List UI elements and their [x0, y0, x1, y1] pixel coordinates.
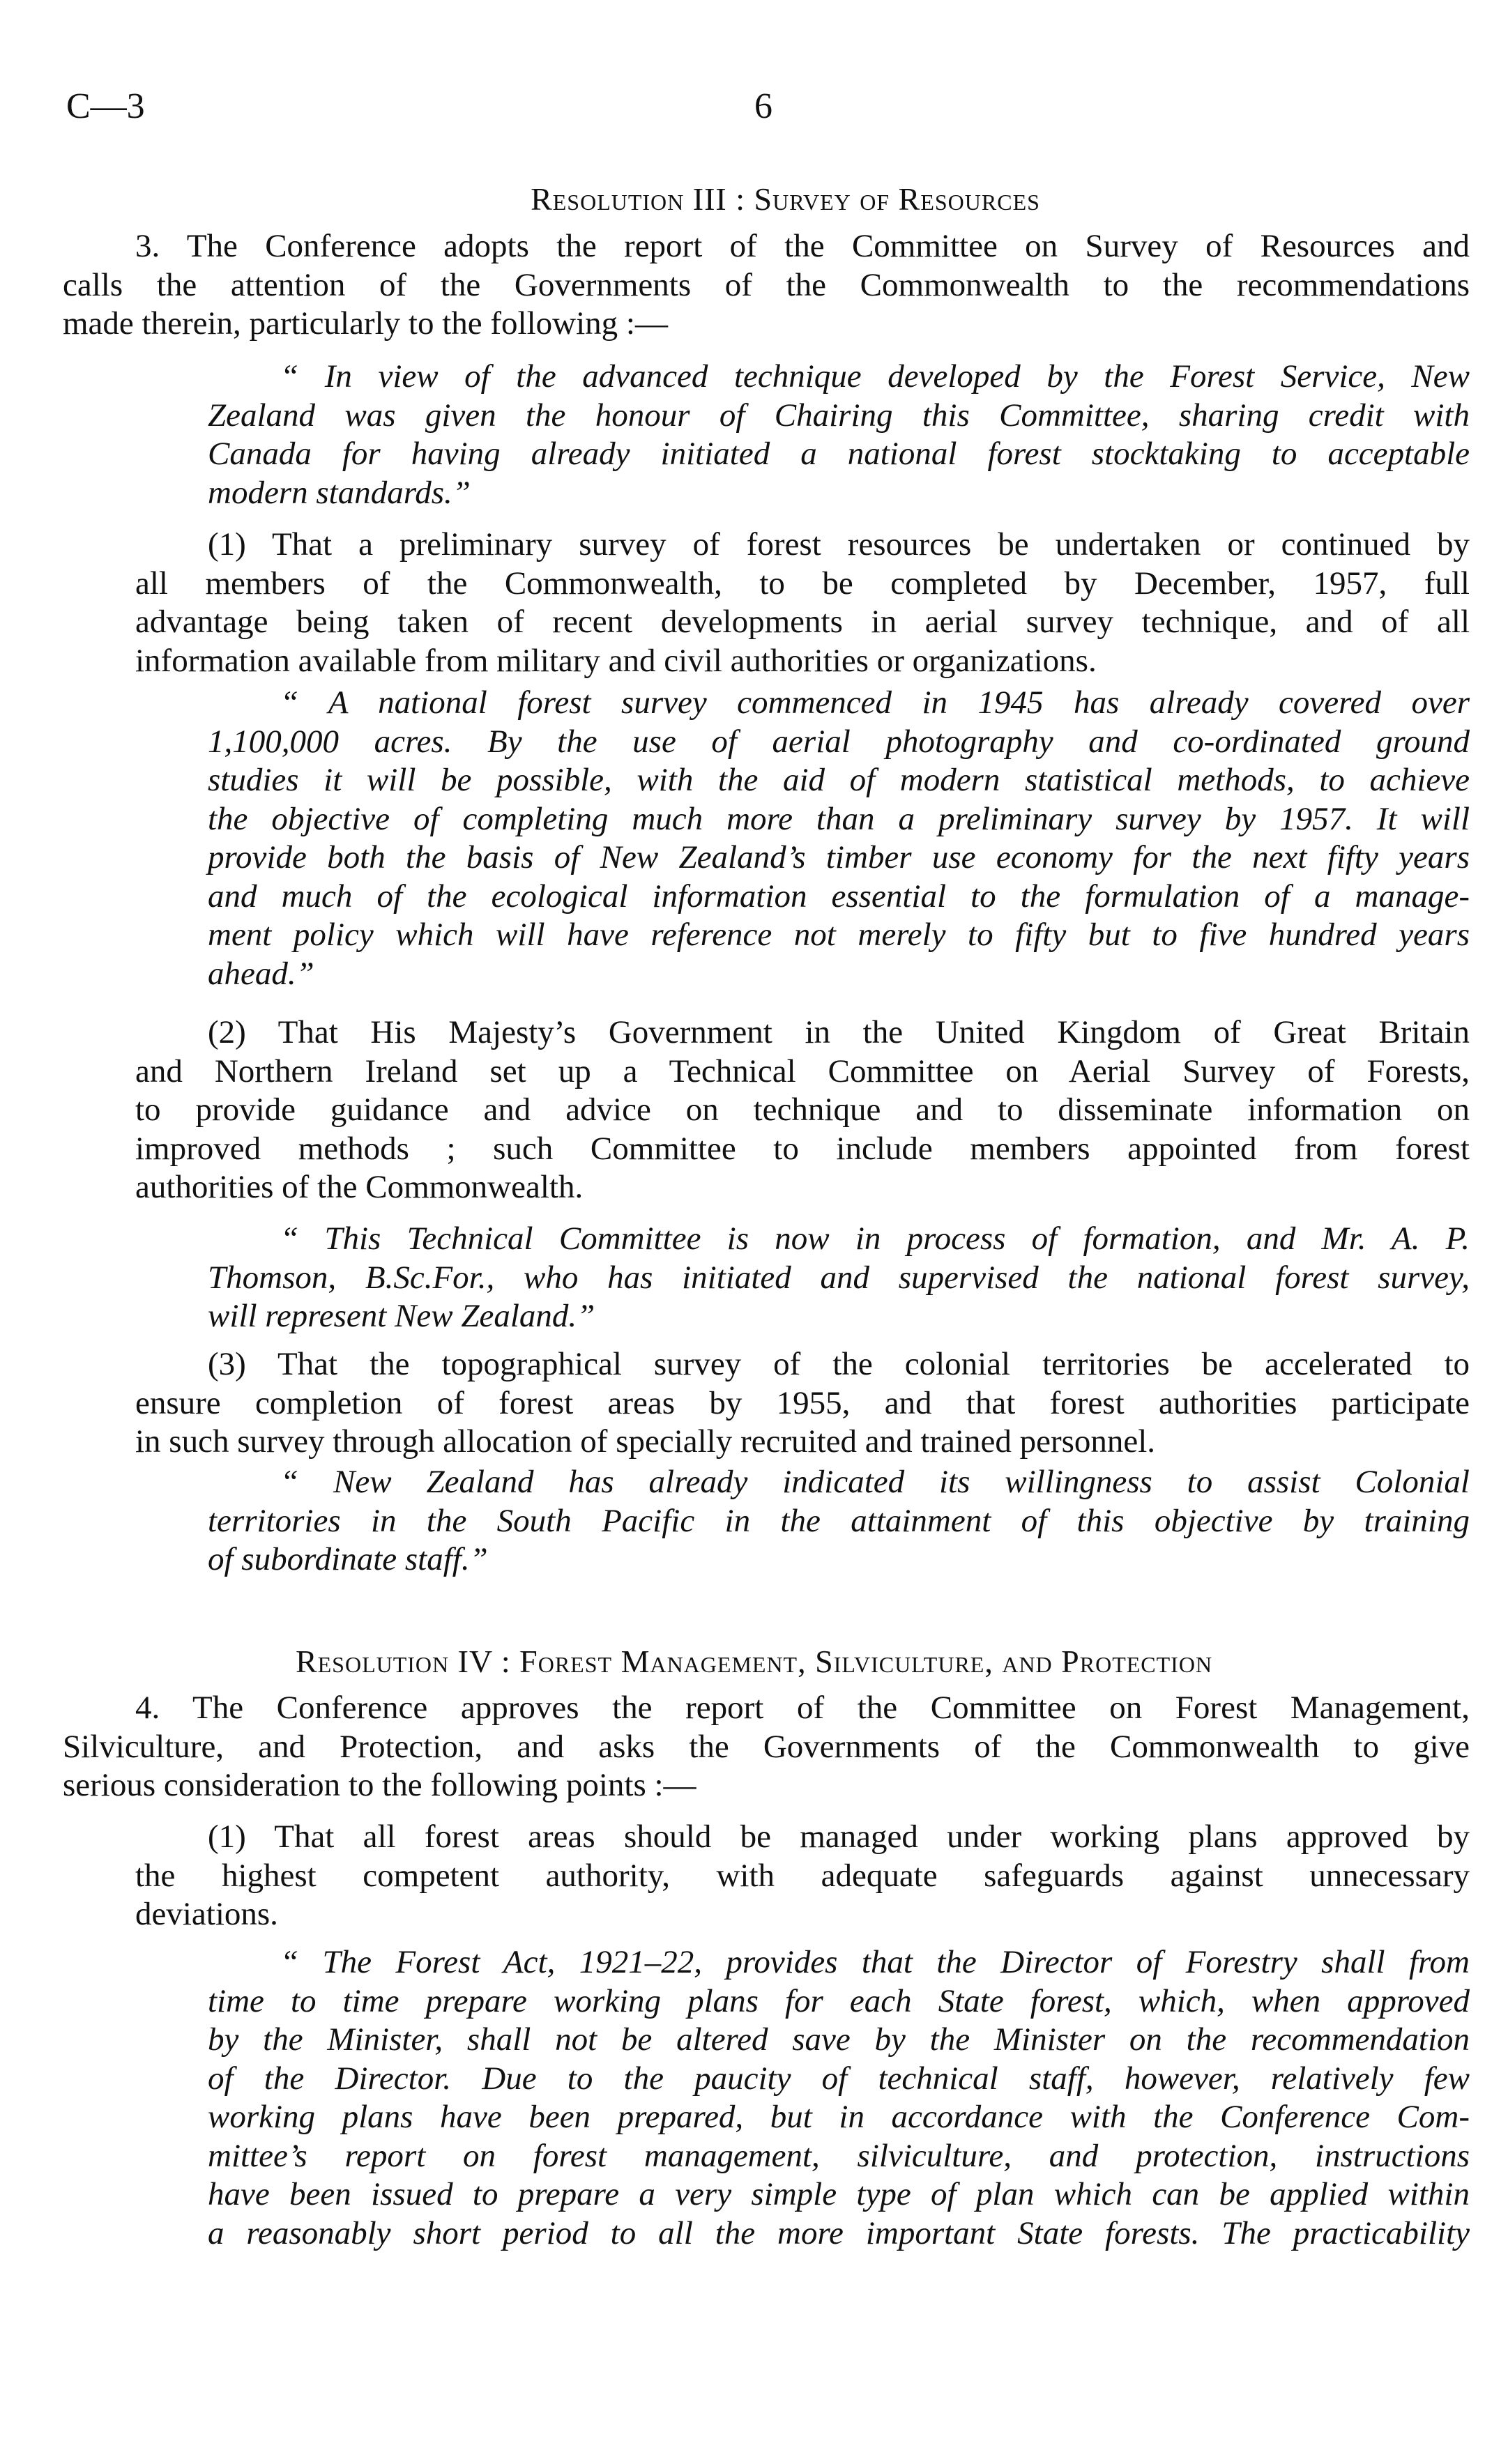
- text-line: will represent New Zealand.”: [208, 1298, 595, 1334]
- text-line: of subordinate staff.”: [208, 1541, 488, 1577]
- text-line: and Northern Ireland set up a Technical Committee on Aerial Survey of Forests,: [135, 1053, 1470, 1089]
- numbered-recommendation: [135, 1818, 1470, 1934]
- text-line: of the Director. Due to the paucity of technical staff, however, relatively few: [208, 2060, 1470, 2097]
- text-line: mittee’s report on forest management, silviculture, and protection, instructions: [208, 2137, 1470, 2174]
- numbered-recommendation: [135, 1345, 1470, 1462]
- text-line: Zealand was given the honour of Chairing this Committee, sharing credit with: [208, 397, 1470, 434]
- section-heading-resolution-3: Resolution III : Survey of Resources: [531, 181, 1040, 217]
- italic-quotation: [208, 1943, 1470, 2253]
- text-line: studies it will be possible, with the aid of modern statistical methods, to achieve: [208, 762, 1470, 798]
- text-line: the objective of completing much more than a preliminary survey by 1957. It will: [208, 800, 1470, 837]
- text-line: (3) That the topographical survey of the colonial territories be accelerated to: [208, 1346, 1470, 1382]
- text-line: Thomson, B.Sc.For., who has initiated and supervised the national forest survey,: [208, 1259, 1470, 1296]
- text-line: calls the attention of the Governments of the Commonwealth to the recommendations: [63, 266, 1470, 303]
- text-line: all members of the Commonwealth, to be completed by December, 1957, full: [135, 565, 1470, 602]
- text-line: provide both the basis of New Zealand’s timber use economy for the next fifty years: [208, 839, 1470, 875]
- text-line: ahead.”: [208, 955, 314, 992]
- page-number: 6: [754, 86, 772, 126]
- text-line: 1,100,000 acres. By the use of aerial photography and co-ordinated ground: [208, 723, 1470, 760]
- text-line: to provide guidance and advice on technique and to disseminate information on: [135, 1092, 1470, 1128]
- text-line: authorities of the Commonwealth.: [135, 1169, 584, 1205]
- document-reference: C—3: [66, 86, 145, 126]
- italic-quotation: [208, 1463, 1470, 1579]
- text-line: modern standards.”: [208, 474, 471, 511]
- text-line: improved methods ; such Committee to include members appointed from forest: [135, 1130, 1470, 1167]
- paragraph: [63, 227, 1470, 344]
- text-line: “ In view of the advanced technique developed by the Forest Service, New: [280, 358, 1470, 395]
- text-line: ment policy which will have reference not merely to fifty but to five hundred years: [208, 917, 1470, 953]
- text-line: (2) That His Majesty’s Government in the United Kingdom of Great Britain: [208, 1014, 1470, 1050]
- text-line: a reasonably short period to all the more important State forests. The practicability: [208, 2214, 1470, 2251]
- text-line: in such survey through allocation of specially recruited and trained personnel.: [135, 1423, 1156, 1460]
- text-line: “ A national forest survey commenced in 1945 has already covered over: [280, 684, 1470, 721]
- text-line: information available from military and civil authorities or organizations.: [135, 642, 1097, 679]
- text-line: (1) That a preliminary survey of forest resources be undertaken or continued by: [208, 526, 1470, 563]
- text-line: serious consideration to the following points :—: [63, 1767, 696, 1803]
- text-line: have been issued to prepare a very simple type of plan which can be applied within: [208, 2176, 1470, 2212]
- text-line: 4. The Conference approves the report of the Committee on Forest Management,: [135, 1690, 1470, 1726]
- italic-quotation: [208, 1220, 1470, 1336]
- text-line: Canada for having already initiated a national forest stocktaking to acceptable: [208, 436, 1470, 472]
- text-line: “ New Zealand has already indicated its willingness to assist Colonial: [280, 1464, 1470, 1500]
- numbered-recommendation: [135, 526, 1470, 680]
- text-line: (1) That all forest areas should be managed under working plans approved by: [208, 1819, 1470, 1855]
- paragraph: [63, 1689, 1470, 1805]
- italic-quotation: [208, 358, 1470, 512]
- section-heading-resolution-4: Resolution IV : Forest Management, Silviculture, and Protection: [295, 1644, 1213, 1679]
- text-line: by the Minister, shall not be altered save by the Minister on the recommendation: [208, 2021, 1470, 2058]
- text-line: made therein, particularly to the following :—: [63, 305, 668, 342]
- text-line: advantage being taken of recent developments in aerial survey technique, and of all: [135, 604, 1470, 640]
- text-line: 3. The Conference adopts the report of the Committee on Survey of Resources and: [135, 228, 1470, 264]
- text-line: territories in the South Pacific in the attainment of this objective by training: [208, 1502, 1470, 1539]
- text-line: the highest competent authority, with adequate safeguards against unnecessary: [135, 1857, 1470, 1894]
- text-line: “ The Forest Act, 1921–22, provides that the Director of Forestry shall from: [280, 1944, 1470, 1980]
- text-line: ensure completion of forest areas by 1955, and that forest authorities participate: [135, 1384, 1470, 1421]
- text-line: working plans have been prepared, but in accordance with the Conference Com-: [208, 2099, 1470, 2135]
- text-line: “ This Technical Committee is now in process of formation, and Mr. A. P.: [280, 1220, 1470, 1257]
- text-line: time to time prepare working plans for each State forest, which, when approved: [208, 1982, 1470, 2019]
- italic-quotation: [208, 684, 1470, 993]
- text-line: deviations.: [135, 1896, 278, 1932]
- text-line: and much of the ecological information essential to the formulation of a manage-: [208, 878, 1470, 915]
- text-line: Silviculture, and Protection, and asks the Governments of the Commonwealth to give: [63, 1728, 1470, 1765]
- numbered-recommendation: [135, 1013, 1470, 1207]
